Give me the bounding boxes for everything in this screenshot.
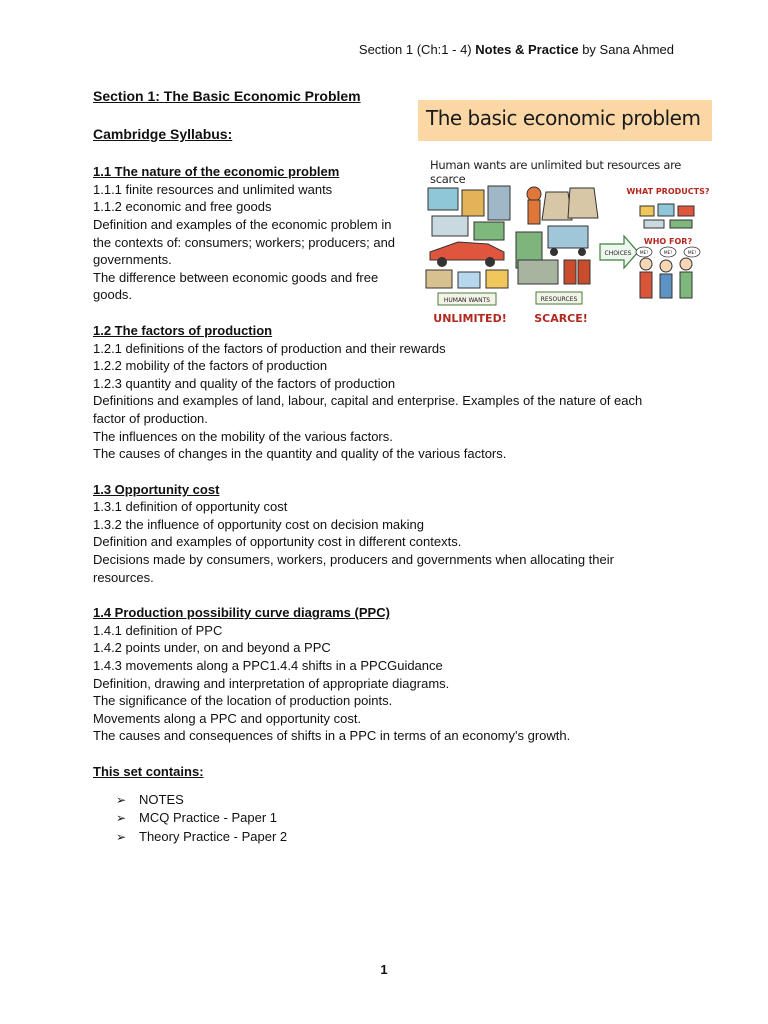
section-line: The causes of changes in the quantity and quality of the various factors. <box>93 446 507 462</box>
list-item-label: MCQ Practice - Paper 1 <box>139 810 277 826</box>
page-title: Section 1: The Basic Economic Problem <box>93 88 361 104</box>
page-number: 1 <box>380 962 388 977</box>
list-item-label: Theory Practice - Paper 2 <box>139 828 288 844</box>
section-heading-1-2: 1.2 The factors of production <box>93 322 273 338</box>
header-bold: Notes & Practice <box>475 42 579 57</box>
contains-list <box>93 791 673 847</box>
section-line: 1.2.1 definitions of the factors of production and their rewards <box>93 340 446 356</box>
contains-heading: This set contains: <box>93 764 204 779</box>
label-me-2: ME! <box>663 251 673 256</box>
header-prefix: Section 1 (Ch:1 - 4) <box>358 42 472 57</box>
section-line: 1.4.2 points under, on and beyond a PPC <box>93 640 331 656</box>
label-choices: CHOICES <box>604 250 632 257</box>
section-body-1-1 <box>93 181 408 304</box>
list-item-label: NOTES <box>139 791 184 807</box>
section-heading-1-3: 1.3 Opportunity cost <box>93 481 220 497</box>
section-line: Definitions and examples of land, labour, capital and enterprise. Examples of the nature of each factor of production. <box>93 393 643 426</box>
label-who: WHO FOR? <box>643 237 693 246</box>
label-what: WHAT PRODUCTS? <box>626 187 710 196</box>
section-line: The difference between economic goods and free goods. <box>93 269 379 303</box>
section-heading-1-4: 1.4 Production possibility curve diagrams (PPC) <box>93 605 390 621</box>
section-line: 1.4.3 movements along a PPC1.4.4 shifts in a PPCGuidance <box>93 658 443 674</box>
section-line: 1.1.1 finite resources and unlimited wants <box>93 181 333 197</box>
section-line: Decisions made by consumers, workers, producers and governments when allocating their resources. <box>93 552 614 585</box>
section-line: 1.2.3 quantity and quality of the factors of production <box>93 375 396 391</box>
illustration-title: The basic economic problem <box>426 106 701 130</box>
section-body-1-4 <box>93 622 673 745</box>
section-line: Definition and examples of the economic problem in the contexts of: consumers; workers; producers; and governments. <box>93 216 396 268</box>
label-resources: RESOURCES <box>540 296 578 303</box>
list-item <box>116 791 673 810</box>
page-header <box>359 42 674 57</box>
label-me-1: ME! <box>639 251 649 256</box>
section-line: The causes and consequences of shifts in a PPC in terms of an economy's growth. <box>93 728 571 744</box>
arrow-bullet-icon: ➢ <box>116 811 127 826</box>
section-body-1-2 <box>93 340 673 463</box>
list-item <box>116 809 673 828</box>
arrow-bullet-icon: ➢ <box>116 792 127 807</box>
section-line: Definition, drawing and interpretation of appropriate diagrams. <box>93 675 450 691</box>
section-line: 1.4.1 definition of PPC <box>93 622 223 638</box>
page-content <box>93 88 673 846</box>
section-body-1-3 <box>93 498 673 586</box>
section-heading-1-1: 1.1 The nature of the economic problem <box>93 164 340 180</box>
section-line: Definition and examples of opportunity cost in different contexts. <box>93 534 462 550</box>
arrow-bullet-icon: ➢ <box>116 829 127 844</box>
syllabus-heading: Cambridge Syllabus: <box>93 125 233 142</box>
section-line: The influences on the mobility of the various factors. <box>93 428 393 444</box>
section-line: 1.2.2 mobility of the factors of production <box>93 358 328 374</box>
section-line: The significance of the location of production points. <box>93 693 393 709</box>
header-suffix: by Sana Ahmed <box>582 42 674 57</box>
label-unlimited: UNLIMITED! <box>433 312 507 325</box>
list-item <box>116 828 673 847</box>
section-line: 1.1.2 economic and free goods <box>93 199 272 215</box>
section-line: 1.3.2 the influence of opportunity cost on decision making <box>93 516 424 532</box>
label-wants: HUMAN WANTS <box>443 297 491 304</box>
section-line: 1.3.1 definition of opportunity cost <box>93 499 288 515</box>
illustration-subtitle: Human wants are unlimited but resources are scarce <box>430 158 682 186</box>
section-line: Movements along a PPC and opportunity cost. <box>93 710 362 726</box>
label-me-3: ME! <box>687 251 697 256</box>
label-scarce: SCARCE! <box>534 312 588 325</box>
